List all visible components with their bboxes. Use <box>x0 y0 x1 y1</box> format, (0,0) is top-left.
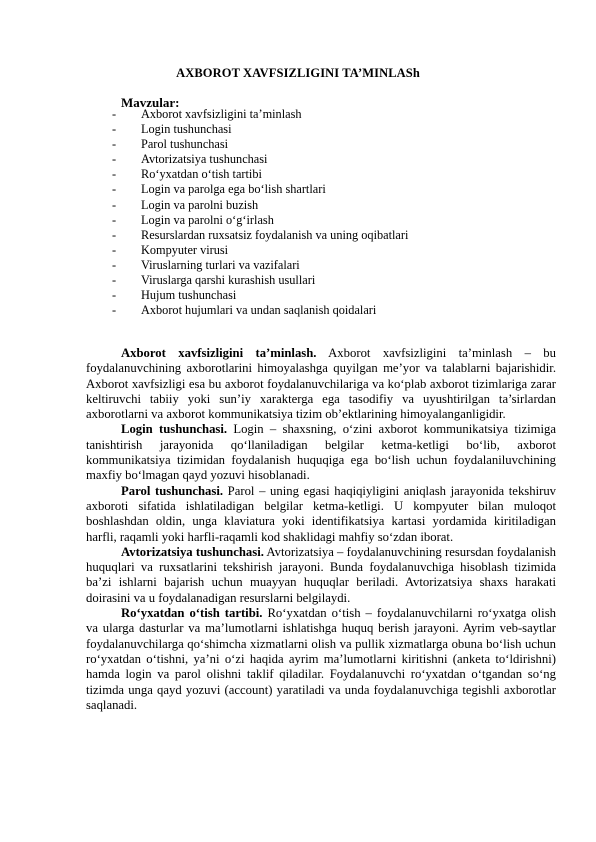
bullet-dash: - <box>112 257 117 272</box>
topic-item <box>112 167 408 182</box>
paragraph <box>86 422 556 483</box>
paragraph-term: Ro‘yxatdan o‘tish tartibi. <box>121 606 263 621</box>
topic-item <box>112 303 408 318</box>
bullet-dash: - <box>112 273 117 288</box>
topic-item <box>112 228 408 243</box>
topic-text: Login tushunchasi <box>141 122 232 137</box>
body-text <box>86 346 556 713</box>
bullet-dash: - <box>112 107 117 121</box>
topic-text: Login va parolni buzish <box>141 197 259 212</box>
topic-item <box>112 107 408 122</box>
paragraph-term: Axborot xavfsizligini ta’minlash. <box>121 346 317 360</box>
topic-text: Avtorizatsiya tushunchasi <box>141 152 268 167</box>
topic-text: Kompyuter virusi <box>141 242 229 257</box>
bullet-dash: - <box>112 303 117 318</box>
document-title: AXBOROT XAVFSIZLIGINI TA’MINLASh <box>176 66 420 80</box>
bullet-dash: - <box>112 182 117 197</box>
bullet-dash: - <box>112 288 117 303</box>
paragraph-text: Parol – uning egasi haqiqiyligini aniqlash jarayonida tekshiruv axboroti sifatida ishlatiladigan belgilar ketma-ketligi. U kompyuter bilan muloqot boshlashdan oldin, unga klaviatura yoki identifikatsiya kartasi yordamida kiritiladigan harfli, raqamli yoki harfli-raqamli kod shaklidagi mahfiy so‘zdan iborat. <box>86 483 557 544</box>
topic-text: Hujum tushunchasi <box>141 288 237 303</box>
topics-heading: Mavzular: <box>121 95 180 110</box>
paragraph <box>86 346 556 422</box>
topic-item <box>112 288 408 303</box>
topic-text: Viruslarning turlari va vazifalari <box>141 257 300 272</box>
bullet-dash: - <box>112 152 117 167</box>
topic-text: Login va parolga ega bo‘lish shartlari <box>141 182 326 197</box>
topic-text: Viruslarga qarshi kurashish usullari <box>141 273 316 288</box>
topic-text: Ro‘yxatdan o‘tish tartibi <box>141 167 262 182</box>
paragraph-term: Avtorizatsiya tushunchasi. <box>121 544 264 559</box>
bullet-dash: - <box>112 212 117 227</box>
bullet-dash: - <box>112 137 117 152</box>
paragraph <box>86 545 556 606</box>
topic-text: Login va parolni o‘g‘irlash <box>141 212 274 227</box>
paragraph <box>86 484 556 545</box>
topic-item <box>112 137 408 152</box>
topic-item <box>112 198 408 213</box>
topic-item <box>112 258 408 273</box>
topics-list <box>112 107 408 318</box>
bullet-dash: - <box>112 167 117 182</box>
bullet-dash: - <box>112 122 117 137</box>
topic-item <box>112 182 408 197</box>
topic-text: Axborot xavfsizligini ta’minlash <box>141 107 302 121</box>
bullet-dash: - <box>112 197 117 212</box>
topic-text: Axborot hujumlari va undan saqlanish qoidalari <box>141 303 377 318</box>
topic-item <box>112 243 408 258</box>
paragraph-term: Login tushunchasi. <box>121 422 228 437</box>
topic-text: Parol tushunchasi <box>141 137 229 152</box>
paragraph-text: Login – shaxsning, o‘zini axborot kommunikatsiya tizimiga tanishtirish jarayonida qo‘llaniladigan belgilar ketma-ketligi bo‘lib, axborot kommunikatsiya tizimidan foydalanish huquqiga ega bo‘lish uchun foydalaniluvchining maxfiy bo‘lmagan qayd yozuvi hisoblanadi. <box>86 422 556 483</box>
paragraph-text: Avtorizatsiya – foydalanuvchining resursdan foydalanish huquqlari va ruxsatlarini tekshirish jarayoni. Bunda foydalanuvchiga hisoblash tizimida ba’zi ishlarni bajarish uchun muayyan huquqlar beriladi. Avtorizatsiya shaxs harakati doirasini va u foydalanadigan resurslarni belgilaydi. <box>86 544 556 605</box>
topic-item <box>112 122 408 137</box>
topic-item <box>112 152 408 167</box>
bullet-dash: - <box>112 227 117 242</box>
topic-item <box>112 273 408 288</box>
topic-text: Resurslardan ruxsatsiz foydalanish va uning oqibatlari <box>141 227 409 242</box>
bullet-dash: - <box>112 242 117 257</box>
paragraph <box>86 606 556 713</box>
paragraph-text: Ro‘yxatdan o‘tish – foydalanuvchilarni ro‘yxatga olish va ularga dasturlar va ma’lumotlarni ishlatishga huquq berish jarayoni. Ayrim veb-saytlar foydalanuvchilarga qo‘shimcha xizmatlarni olish va pullik xizmatlarga obuna bo‘lish uchun ro‘yxatdan o‘tishni, ya’ni o‘zi haqida ayrim ma’lumotlarni kiritishni (anketa to‘ldirishni) hamda login va parol olishni taklif qiladilar. Foydalanuvchi ro‘yxatdan o‘tgandan so‘ng tizimda unga qayd yozuvi (account) yaratiladi va unda foydalanuvchiga tegishli axborotlar saqlanadi. <box>86 606 556 712</box>
topic-item <box>112 213 408 228</box>
paragraph-text: Axborot xavfsizligini ta’minlash – bu foydalanuvchining axborotlarini himoyalashga quyilgan me’yor va talablarni bajarishidir. Axborot xavfsizligi esa bu axborot foydalanuvchilariga va ko‘plab axborot tizimlariga zarar keltiruvchi tabiiy yoki sun’iy xarakterga ega tasodifiy va uyushtirilgan ta’sirlardan axborotlarni va axborot kommunikatsiya tizim ob’ektlarining himoyalanganligidir. <box>86 346 556 422</box>
paragraph-term: Parol tushunchasi. <box>121 483 224 498</box>
